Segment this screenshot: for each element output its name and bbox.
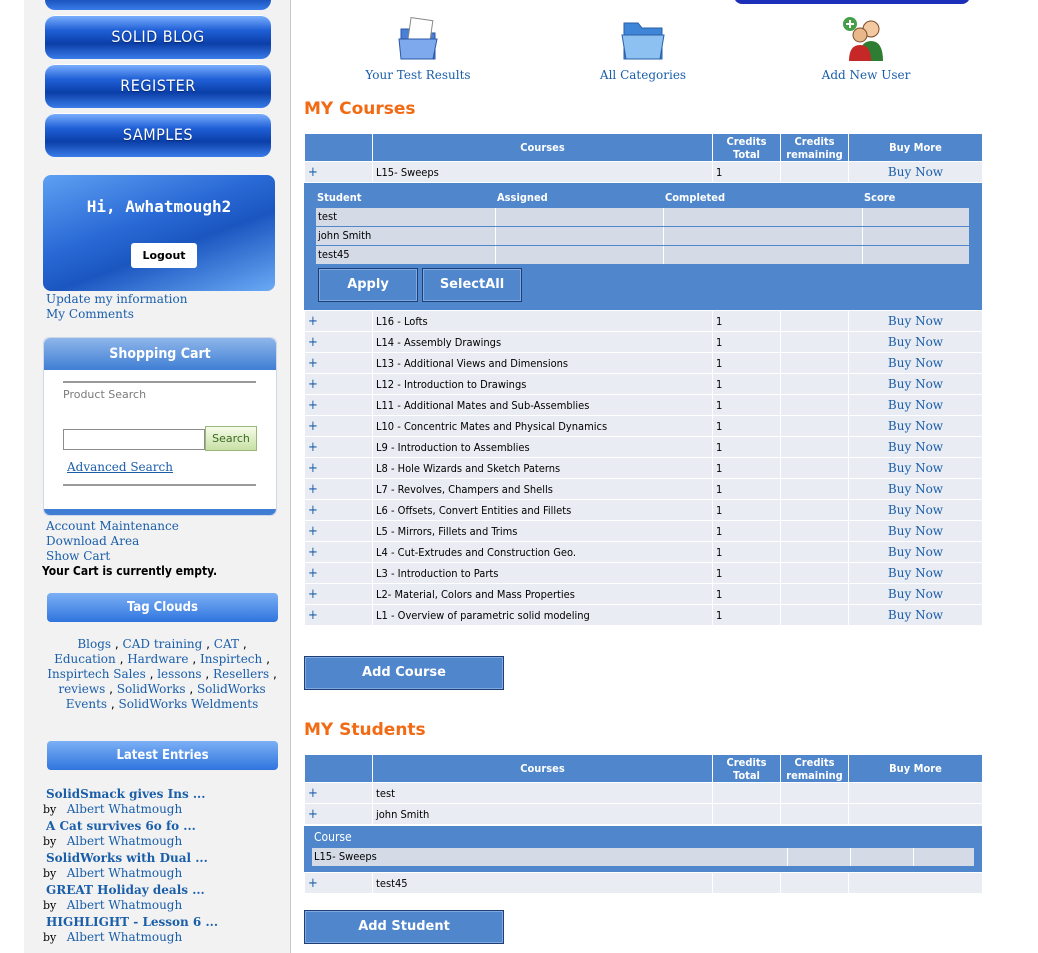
tag-link[interactable]: Inspirtech Sales — [47, 667, 146, 681]
expand-column-header — [305, 134, 373, 162]
expand-toggle[interactable]: + — [305, 783, 373, 804]
all-categories-action[interactable] — [583, 15, 703, 82]
credits-total: 1 — [713, 311, 781, 332]
student-name: test — [373, 783, 713, 804]
course-name: L3 - Introduction to Parts — [373, 563, 713, 584]
course-name: L2- Material, Colors and Mass Properties — [373, 584, 713, 605]
buy-more-cell[interactable] — [849, 563, 983, 584]
tag-link[interactable]: Blogs — [77, 637, 112, 651]
assigned-cell[interactable] — [496, 246, 664, 264]
assigned-header: Assigned — [497, 191, 548, 204]
column-header: Credits remaining — [781, 755, 849, 783]
credits-remaining — [781, 804, 849, 825]
credits-total — [713, 873, 781, 894]
student-row — [316, 246, 969, 264]
student-row — [316, 208, 969, 226]
credits-total: 1 — [713, 605, 781, 626]
credits-remaining — [781, 783, 849, 804]
course-students-panel — [304, 183, 982, 310]
tag-link[interactable]: Inspirtech — [199, 652, 263, 666]
students-header-row — [305, 755, 983, 783]
my-courses-title: MY Courses — [304, 99, 416, 119]
buy-more-cell[interactable] — [849, 374, 983, 395]
buy-now-link[interactable]: Buy Now — [887, 314, 944, 328]
buy-now-link[interactable]: Buy Now — [887, 461, 944, 475]
completed-cell — [664, 227, 863, 245]
buy-more-cell[interactable] — [849, 542, 983, 563]
expand-toggle[interactable]: + — [305, 563, 373, 584]
by-label: by — [43, 867, 57, 880]
entry-title-link[interactable]: A Cat survives 6o fo ... — [46, 819, 196, 833]
all-categories-label: All Categories — [599, 68, 687, 82]
assigned-cell[interactable] — [496, 208, 664, 226]
table-row — [305, 783, 983, 804]
buy-more — [849, 783, 983, 804]
add-user-icon — [841, 15, 891, 63]
buy-more-cell[interactable] — [849, 311, 983, 332]
search-button[interactable]: Search — [205, 426, 257, 451]
credits-total: 1 — [713, 332, 781, 353]
entry-author-link[interactable]: Albert Whatmough — [66, 834, 183, 848]
welcome-greeting: Hi, Awhatmough2 — [86, 197, 232, 216]
page-margin-left — [0, 0, 24, 953]
product-search-label: Product Search — [63, 388, 147, 401]
apply-button[interactable]: Apply — [318, 268, 418, 302]
course-cell — [851, 848, 914, 866]
buy-more-cell[interactable] — [849, 332, 983, 353]
course-name: L13 - Additional Views and Dimensions — [373, 353, 713, 374]
advanced-search-link[interactable]: Advanced Search — [67, 460, 173, 474]
credits-remaining — [781, 521, 849, 542]
welcome-panel — [43, 175, 275, 291]
credits-remaining — [781, 500, 849, 521]
buy-more-cell[interactable] — [849, 521, 983, 542]
column-header: Credits Total — [713, 755, 781, 783]
tag-link[interactable]: SolidWorks — [116, 682, 186, 696]
my-students-title: MY Students — [304, 720, 426, 740]
expand-column-header — [305, 755, 373, 783]
tag-cloud: Blogs , CAD training , CAT , Education , Hardware , Inspirtech , Inspirtech Sales , lessons , Resellers , reviews , SolidWorks , SolidWorks Events , SolidWorks Weldments — [47, 637, 277, 711]
buy-more — [849, 873, 983, 894]
completed-cell — [664, 246, 863, 264]
nav-register-button[interactable]: REGISTER — [45, 64, 271, 108]
table-row — [305, 416, 983, 437]
buy-more-cell[interactable] — [849, 605, 983, 626]
your-test-results-action[interactable] — [358, 15, 478, 82]
nav-solid-blog-button[interactable]: SOLID BLOG — [45, 15, 271, 59]
table-row — [305, 395, 983, 416]
entry-title-link[interactable]: SolidWorks with Dual ... — [46, 851, 208, 865]
show-cart-link[interactable]: Show Cart — [46, 549, 111, 563]
add-course-button[interactable]: Add Course — [304, 656, 504, 690]
credits-remaining — [781, 311, 849, 332]
buy-more-cell[interactable] — [849, 437, 983, 458]
folder-icon — [618, 15, 668, 63]
buy-now-link[interactable]: Buy Now — [887, 335, 944, 349]
buy-now-link[interactable]: Buy Now — [887, 503, 944, 517]
course-name: L14 - Assembly Drawings — [373, 332, 713, 353]
table-row — [305, 804, 983, 825]
table-row — [305, 332, 983, 353]
course-name: L5 - Mirrors, Fillets and Trims — [373, 521, 713, 542]
buy-more-cell[interactable] — [849, 416, 983, 437]
your-test-results-label: Your Test Results — [365, 68, 471, 82]
table-row — [305, 563, 983, 584]
score-cell — [863, 227, 969, 245]
credits-total: 1 — [713, 374, 781, 395]
student-header: Student — [317, 191, 362, 204]
tag-link[interactable]: Resellers — [213, 667, 270, 681]
by-label: by — [43, 835, 57, 848]
tag-link[interactable]: Hardware — [127, 652, 189, 666]
update-info-link[interactable]: Update my information — [46, 292, 188, 306]
column-header: Buy More — [849, 134, 983, 162]
expand-toggle[interactable]: + — [305, 521, 373, 542]
folder-document-icon — [393, 15, 443, 63]
tag-link[interactable]: Education — [54, 652, 116, 666]
expand-toggle[interactable]: + — [305, 873, 373, 894]
courses-table — [304, 133, 983, 183]
student-name: test45 — [316, 246, 496, 264]
completed-header: Completed — [665, 191, 726, 204]
cart-status: Your Cart is currently empty. — [42, 564, 218, 578]
credits-remaining — [781, 479, 849, 500]
expand-toggle[interactable]: + — [305, 605, 373, 626]
by-label: by — [43, 899, 57, 912]
credits-total: 1 — [713, 542, 781, 563]
credits-total: 1 — [713, 353, 781, 374]
assigned-cell[interactable] — [496, 227, 664, 245]
buy-more-cell[interactable] — [849, 395, 983, 416]
expand-toggle[interactable]: + — [305, 332, 373, 353]
table-row — [305, 311, 983, 332]
tag-link[interactable]: lessons — [157, 667, 202, 681]
account-maintenance-link[interactable]: Account Maintenance — [46, 519, 179, 533]
credits-remaining — [781, 605, 849, 626]
expand-toggle[interactable]: + — [305, 395, 373, 416]
buy-more-cell[interactable] — [849, 584, 983, 605]
entry-author-link[interactable]: Albert Whatmough — [66, 898, 183, 912]
table-row — [305, 542, 983, 563]
table-row — [305, 437, 983, 458]
by-label: by — [43, 931, 57, 944]
cart-footer-bar — [44, 509, 276, 515]
credits-remaining — [781, 437, 849, 458]
buy-now-link[interactable]: Buy Now — [887, 608, 944, 622]
table-row — [305, 521, 983, 542]
latest-entries-header: Latest Entries — [47, 741, 278, 770]
tag-link[interactable]: SolidWorks Weldments — [118, 697, 259, 711]
credits-remaining — [781, 416, 849, 437]
expand-toggle[interactable]: + — [305, 353, 373, 374]
course-cell — [788, 848, 851, 866]
entry-byline — [43, 930, 182, 944]
credits-remaining — [781, 563, 849, 584]
divider — [63, 381, 256, 383]
tag-link[interactable]: CAT — [213, 637, 239, 651]
add-student-button[interactable]: Add Student — [304, 910, 504, 944]
courses-table-rows — [304, 310, 983, 626]
entry-title-link[interactable]: HIGHLIGHT - Lesson 6 ... — [46, 915, 218, 929]
column-header: Courses — [373, 755, 713, 783]
expand-toggle[interactable]: + — [305, 311, 373, 332]
credits-remaining — [781, 395, 849, 416]
expand-toggle[interactable]: + — [305, 804, 373, 825]
expand-toggle[interactable]: + — [305, 542, 373, 563]
student-name: john Smith — [373, 804, 713, 825]
expand-toggle[interactable]: + — [305, 374, 373, 395]
buy-more — [849, 804, 983, 825]
expand-toggle[interactable]: + — [305, 479, 373, 500]
entry-title-link[interactable]: SolidSmack gives Ins ... — [46, 787, 206, 801]
course-name: L9 - Introduction to Assemblies — [373, 437, 713, 458]
student-row — [316, 227, 969, 245]
table-row — [305, 374, 983, 395]
student-name: test45 — [373, 873, 713, 894]
credits-total: 1 — [713, 479, 781, 500]
buy-now-link[interactable]: Buy Now — [887, 587, 944, 601]
course-name: L11 - Additional Mates and Sub-Assemblies — [373, 395, 713, 416]
top-banner-button-partial[interactable] — [734, 0, 970, 4]
credits-total: 1 — [713, 162, 781, 183]
tag-link[interactable]: SolidWorks Events — [65, 682, 266, 711]
entry-byline — [43, 866, 182, 880]
score-header: Score — [864, 191, 896, 204]
buy-now-link[interactable]: Buy Now — [887, 398, 944, 412]
expand-toggle[interactable]: + — [305, 500, 373, 521]
entry-author-link[interactable]: Albert Whatmough — [66, 866, 183, 880]
entry-byline — [43, 898, 182, 912]
credits-remaining — [781, 542, 849, 563]
table-row — [305, 479, 983, 500]
buy-more-cell[interactable] — [849, 353, 983, 374]
credits-remaining — [781, 873, 849, 894]
credits-total — [713, 804, 781, 825]
course-name: L10 - Concentric Mates and Physical Dynamics — [373, 416, 713, 437]
course-header: Course — [314, 830, 352, 844]
add-new-user-label: Add New User — [821, 68, 911, 82]
nav-button-partial[interactable] — [45, 0, 271, 10]
credits-remaining — [781, 584, 849, 605]
student-name: test — [316, 208, 496, 226]
buy-more-cell[interactable] — [849, 479, 983, 500]
download-area-link[interactable]: Download Area — [46, 534, 140, 548]
student-name: john Smith — [316, 227, 496, 245]
buy-now-link[interactable]: Buy Now — [887, 377, 944, 391]
credits-total: 1 — [713, 584, 781, 605]
credits-total: 1 — [713, 563, 781, 584]
credits-total: 1 — [713, 416, 781, 437]
tag-link[interactable]: reviews — [58, 682, 106, 696]
product-search-input[interactable] — [63, 429, 205, 450]
entry-author-link[interactable]: Albert Whatmough — [66, 930, 183, 944]
buy-now-link[interactable]: Buy Now — [887, 165, 944, 179]
buy-now-link[interactable]: Buy Now — [887, 524, 944, 538]
entry-title-link[interactable]: GREAT Holiday deals ... — [46, 883, 205, 897]
entry-byline — [43, 802, 182, 816]
course-name: L7 - Revolves, Champers and Shells — [373, 479, 713, 500]
students-table-rows — [304, 872, 983, 894]
courses-header-row — [305, 134, 983, 162]
course-cell — [914, 848, 974, 866]
tag-link[interactable]: CAD training — [122, 637, 203, 651]
buy-now-link[interactable]: Buy Now — [887, 440, 944, 454]
buy-now-link[interactable]: Buy Now — [887, 482, 944, 496]
page-margin-right — [1005, 0, 1038, 953]
credits-total — [713, 783, 781, 804]
score-cell — [863, 246, 969, 264]
entry-byline — [43, 834, 182, 848]
credits-total: 1 — [713, 521, 781, 542]
table-row — [305, 353, 983, 374]
credits-remaining — [781, 162, 849, 183]
column-header: Buy More — [849, 755, 983, 783]
divider — [63, 484, 256, 486]
buy-now-link[interactable]: Buy Now — [887, 566, 944, 580]
tag-clouds-header: Tag Clouds — [47, 593, 278, 622]
credits-remaining — [781, 353, 849, 374]
completed-cell — [664, 208, 863, 226]
course-name: L1 - Overview of parametric solid modeling — [373, 605, 713, 626]
add-new-user-action[interactable] — [806, 15, 926, 82]
nav-samples-button[interactable]: SAMPLES — [45, 113, 271, 157]
buy-now-link[interactable]: Buy Now — [887, 419, 944, 433]
credits-total: 1 — [713, 437, 781, 458]
buy-more-cell[interactable] — [849, 500, 983, 521]
table-row — [305, 873, 983, 894]
table-row — [305, 162, 983, 183]
course-name: L16 - Lofts — [373, 311, 713, 332]
table-row — [305, 584, 983, 605]
score-cell — [863, 208, 969, 226]
buy-now-link[interactable]: Buy Now — [887, 545, 944, 559]
table-row — [305, 500, 983, 521]
credits-total: 1 — [713, 395, 781, 416]
course-name: L15- Sweeps — [373, 162, 713, 183]
students-table — [304, 754, 983, 825]
course-name: L15- Sweeps — [312, 848, 788, 866]
student-course-row — [312, 848, 974, 866]
course-name: L8 - Hole Wizards and Sketch Paterns — [373, 458, 713, 479]
expand-toggle[interactable]: + — [305, 416, 373, 437]
table-row — [305, 458, 983, 479]
course-name: L12 - Introduction to Drawings — [373, 374, 713, 395]
column-header: Credits remaining — [781, 134, 849, 162]
expand-toggle[interactable]: + — [305, 437, 373, 458]
student-courses-panel — [304, 826, 982, 872]
logout-button[interactable]: Logout — [131, 243, 197, 268]
my-comments-link[interactable]: My Comments — [46, 307, 134, 321]
buy-more-cell[interactable] — [849, 458, 983, 479]
entry-author-link[interactable]: Albert Whatmough — [66, 802, 183, 816]
credits-remaining — [781, 458, 849, 479]
expand-toggle[interactable]: + — [305, 162, 373, 183]
credits-total: 1 — [713, 500, 781, 521]
expand-toggle[interactable]: + — [305, 458, 373, 479]
credits-remaining — [781, 332, 849, 353]
column-header: Credits Total — [713, 134, 781, 162]
column-header: Courses — [373, 134, 713, 162]
credits-total: 1 — [713, 458, 781, 479]
by-label: by — [43, 803, 57, 816]
select-all-button[interactable]: SelectAll — [422, 268, 522, 302]
buy-now-link[interactable]: Buy Now — [887, 356, 944, 370]
table-row — [305, 605, 983, 626]
credits-remaining — [781, 374, 849, 395]
shopping-cart-title: Shopping Cart — [44, 338, 276, 370]
expand-toggle[interactable]: + — [305, 584, 373, 605]
course-name: L4 - Cut-Extrudes and Construction Geo. — [373, 542, 713, 563]
course-name: L6 - Offsets, Convert Entities and Fillets — [373, 500, 713, 521]
shopping-cart-panel — [43, 337, 277, 516]
